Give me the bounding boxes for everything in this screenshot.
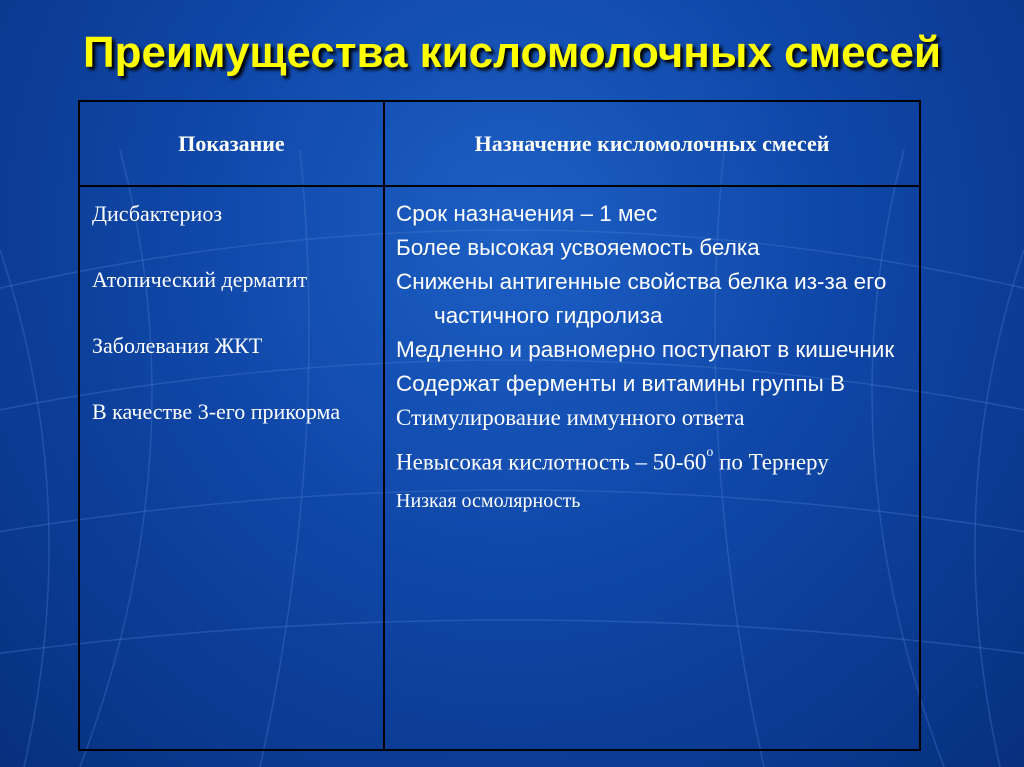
benefits-cell	[396, 197, 916, 516]
benefit-immune-response: Стимулирование иммунного ответа	[396, 405, 745, 430]
acidity-scale: по Тернеру	[713, 449, 829, 475]
indication-gi-diseases: Заболевания ЖКТ	[92, 333, 263, 358]
degree-mark: о	[706, 444, 714, 459]
benefit-enzymes-vitamins: Содержат ферменты и витамины группы В	[396, 371, 846, 396]
header-divider	[80, 185, 919, 187]
benefit-protein-absorption: Более высокая усвояемость белка	[396, 235, 760, 260]
acidity-text: Невысокая кислотность – 50-60	[396, 449, 707, 475]
header-purpose: Назначение кисломолочных смесей	[474, 130, 830, 156]
slide-title: Преимущества кисломолочных смесей	[82, 28, 942, 77]
indications-cell	[92, 197, 377, 461]
benefit-slow-entry: Медленно и равномерно поступают в кишечник	[396, 337, 895, 362]
column-divider	[383, 102, 385, 749]
benefit-low-acidity	[396, 435, 916, 480]
header-indication: Показание	[178, 130, 285, 156]
benefit-low-osmolarity: Низкая осмолярность	[396, 489, 581, 512]
benefit-duration: Срок назначения – 1 мес	[396, 201, 658, 226]
benefits-table	[78, 100, 921, 751]
indication-dysbacteriosis: Дисбактериоз	[92, 201, 223, 226]
indication-third-complementary-food: В качестве 3-его прикорма	[92, 399, 341, 424]
indication-atopic-dermatitis: Атопический дерматит	[92, 267, 308, 292]
benefit-reduced-antigenicity: Снижены антигенные свойства белка из-за его частичного гидролиза	[396, 269, 887, 328]
